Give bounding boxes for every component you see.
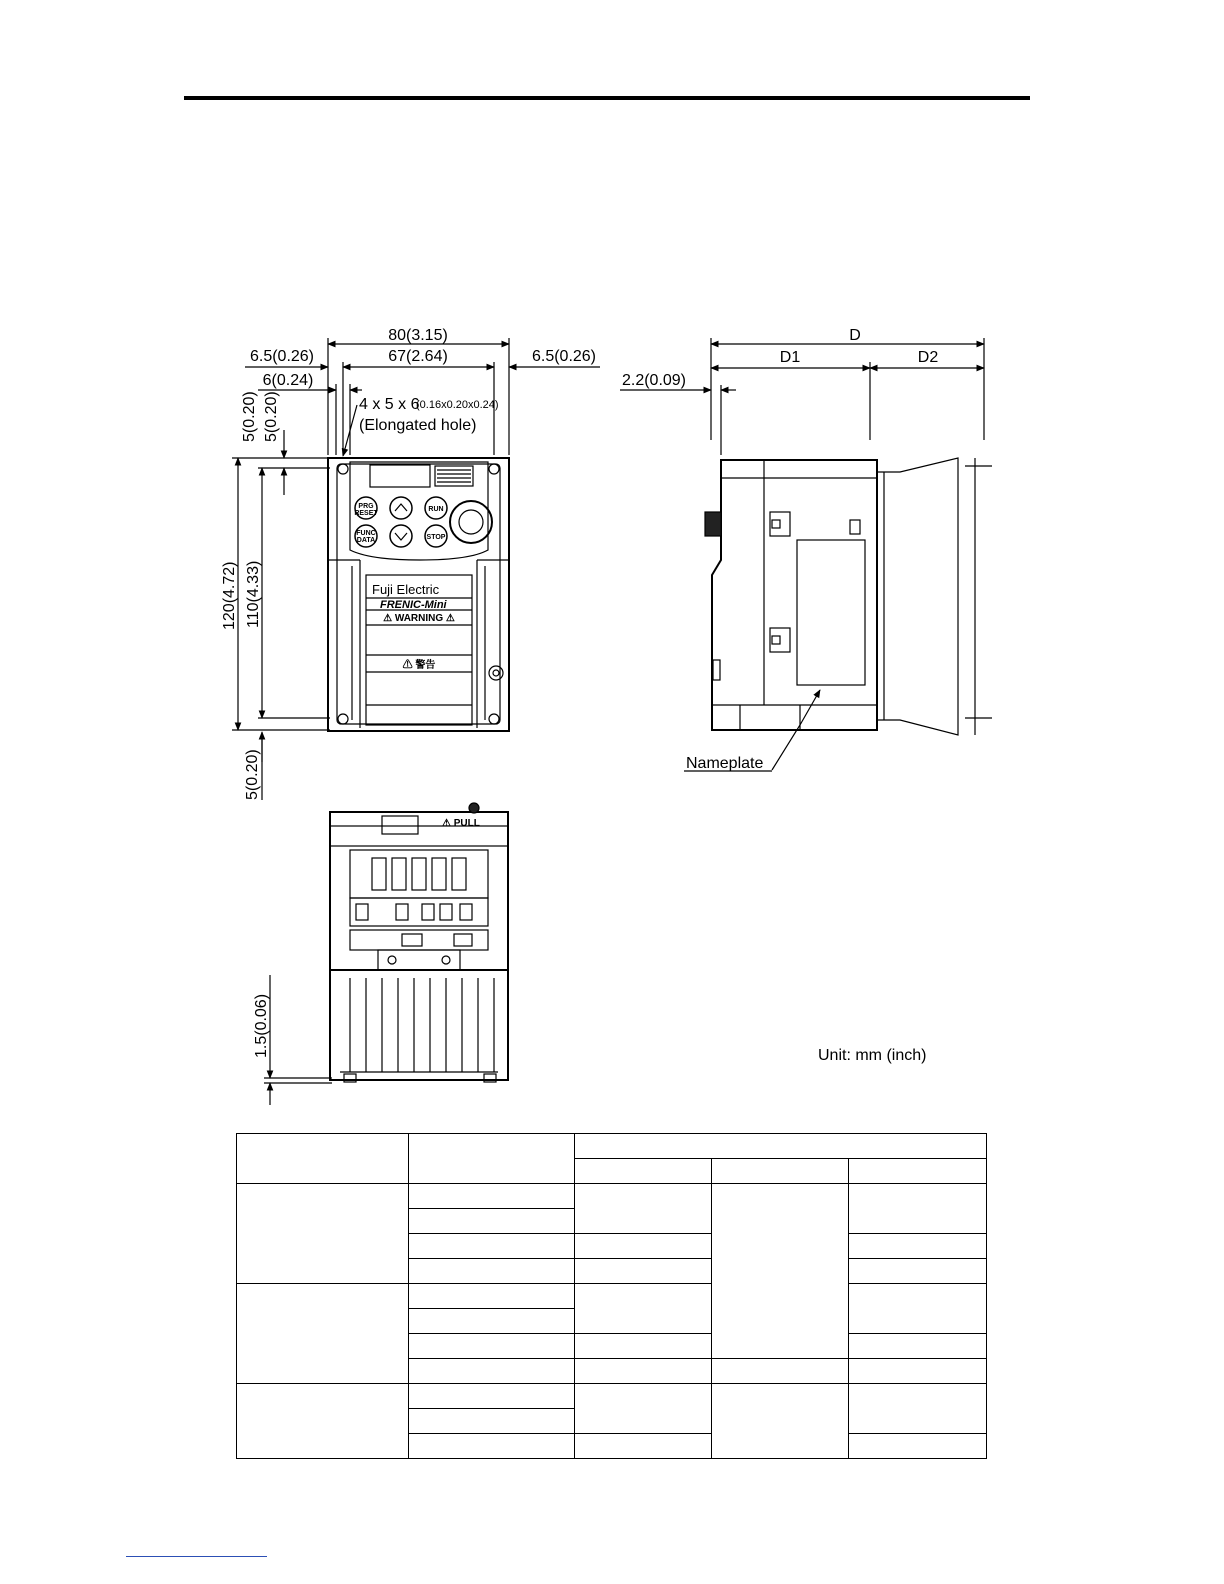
table-cell [849,1434,987,1459]
table-cell [575,1234,712,1259]
table-cell [712,1184,849,1359]
table-cell [849,1384,987,1434]
table-cell [409,1259,575,1284]
reset-key-label: RESET [354,510,378,517]
func-key-label: FUNC [356,530,376,537]
dim-top-margin-b: 5(0.20) [263,391,280,442]
table-cell [409,1334,575,1359]
hole-spec-inch: (0.16x0.20x0.24) [416,399,499,411]
dim-D2: D2 [917,349,939,366]
dim-hole-height: 110(4.33) [245,560,262,628]
prg-key-label: PRG [358,503,374,510]
bottom-view [264,803,508,1105]
table-cell [575,1434,712,1459]
table-cell [849,1334,987,1359]
table-cell [575,1159,712,1184]
unit-note: Unit: mm (inch) [818,1047,927,1064]
table-cell [409,1359,575,1384]
table-cell [575,1184,712,1234]
table-cell [712,1159,849,1184]
footer-link-underline [126,1556,267,1557]
table-cell [409,1434,575,1459]
dim-hole-offset: 6(0.24) [262,372,314,389]
brand-label: Fuji Electric [372,582,440,597]
hole-note: (Elongated hole) [359,417,477,434]
table-cell [237,1134,409,1184]
dim-hole-pitch: 67(2.64) [388,348,448,365]
table-cell [237,1284,409,1384]
table-cell [849,1234,987,1259]
stop-key-label: STOP [426,534,446,541]
table-cell [409,1384,575,1409]
dim-bottom-margin: 5(0.20) [244,749,261,800]
dim-side-offset: 2.2(0.09) [621,372,687,389]
product-label: FRENIC-Mini [380,599,447,611]
table-cell [409,1134,575,1184]
table-cell [575,1334,712,1359]
dim-D: D [849,327,861,344]
data-key-label: DATA [356,537,376,544]
table-cell [409,1309,575,1334]
table-cell [849,1159,987,1184]
dim-total-width: 80(3.15) [388,327,448,344]
table-cell [712,1384,849,1459]
table-cell [409,1284,575,1309]
table-cell [849,1284,987,1334]
table-cell [575,1359,712,1384]
run-key-label: RUN [428,506,444,513]
table-cell [575,1134,987,1159]
table-cell [409,1234,575,1259]
table-cell [237,1184,409,1284]
dim-left-margin: 6.5(0.26) [249,348,315,365]
table-row [237,1284,987,1309]
dim-total-height: 120(4.72) [221,561,238,630]
table-cell [575,1259,712,1284]
table-row [237,1134,987,1159]
hole-spec-main: 4 x 5 x 6 [359,396,420,413]
table-cell [575,1284,712,1334]
table-cell [409,1409,575,1434]
warning-label: ⚠ WARNING ⚠ [383,613,455,624]
table-row [237,1384,987,1409]
table-cell [237,1384,409,1459]
dimension-table [236,1133,987,1459]
table-cell [409,1209,575,1234]
table-cell [575,1384,712,1434]
table-cell [849,1259,987,1284]
table-cell [849,1359,987,1384]
table-cell [712,1359,849,1384]
dim-D1: D1 [779,349,801,366]
dim-top-margin-a: 5(0.20) [241,391,258,442]
dim-fin: 1.5(0.06) [253,993,270,1058]
table-cell [849,1184,987,1234]
pull-label: ⚠ PULL [442,818,480,829]
dim-right-margin: 6.5(0.26) [531,348,597,365]
nameplate-label: Nameplate [686,755,764,772]
table-cell [409,1184,575,1209]
side-view [620,338,992,771]
table-row [237,1184,987,1209]
warning-jp-label: ⚠ 警告 [402,660,436,671]
